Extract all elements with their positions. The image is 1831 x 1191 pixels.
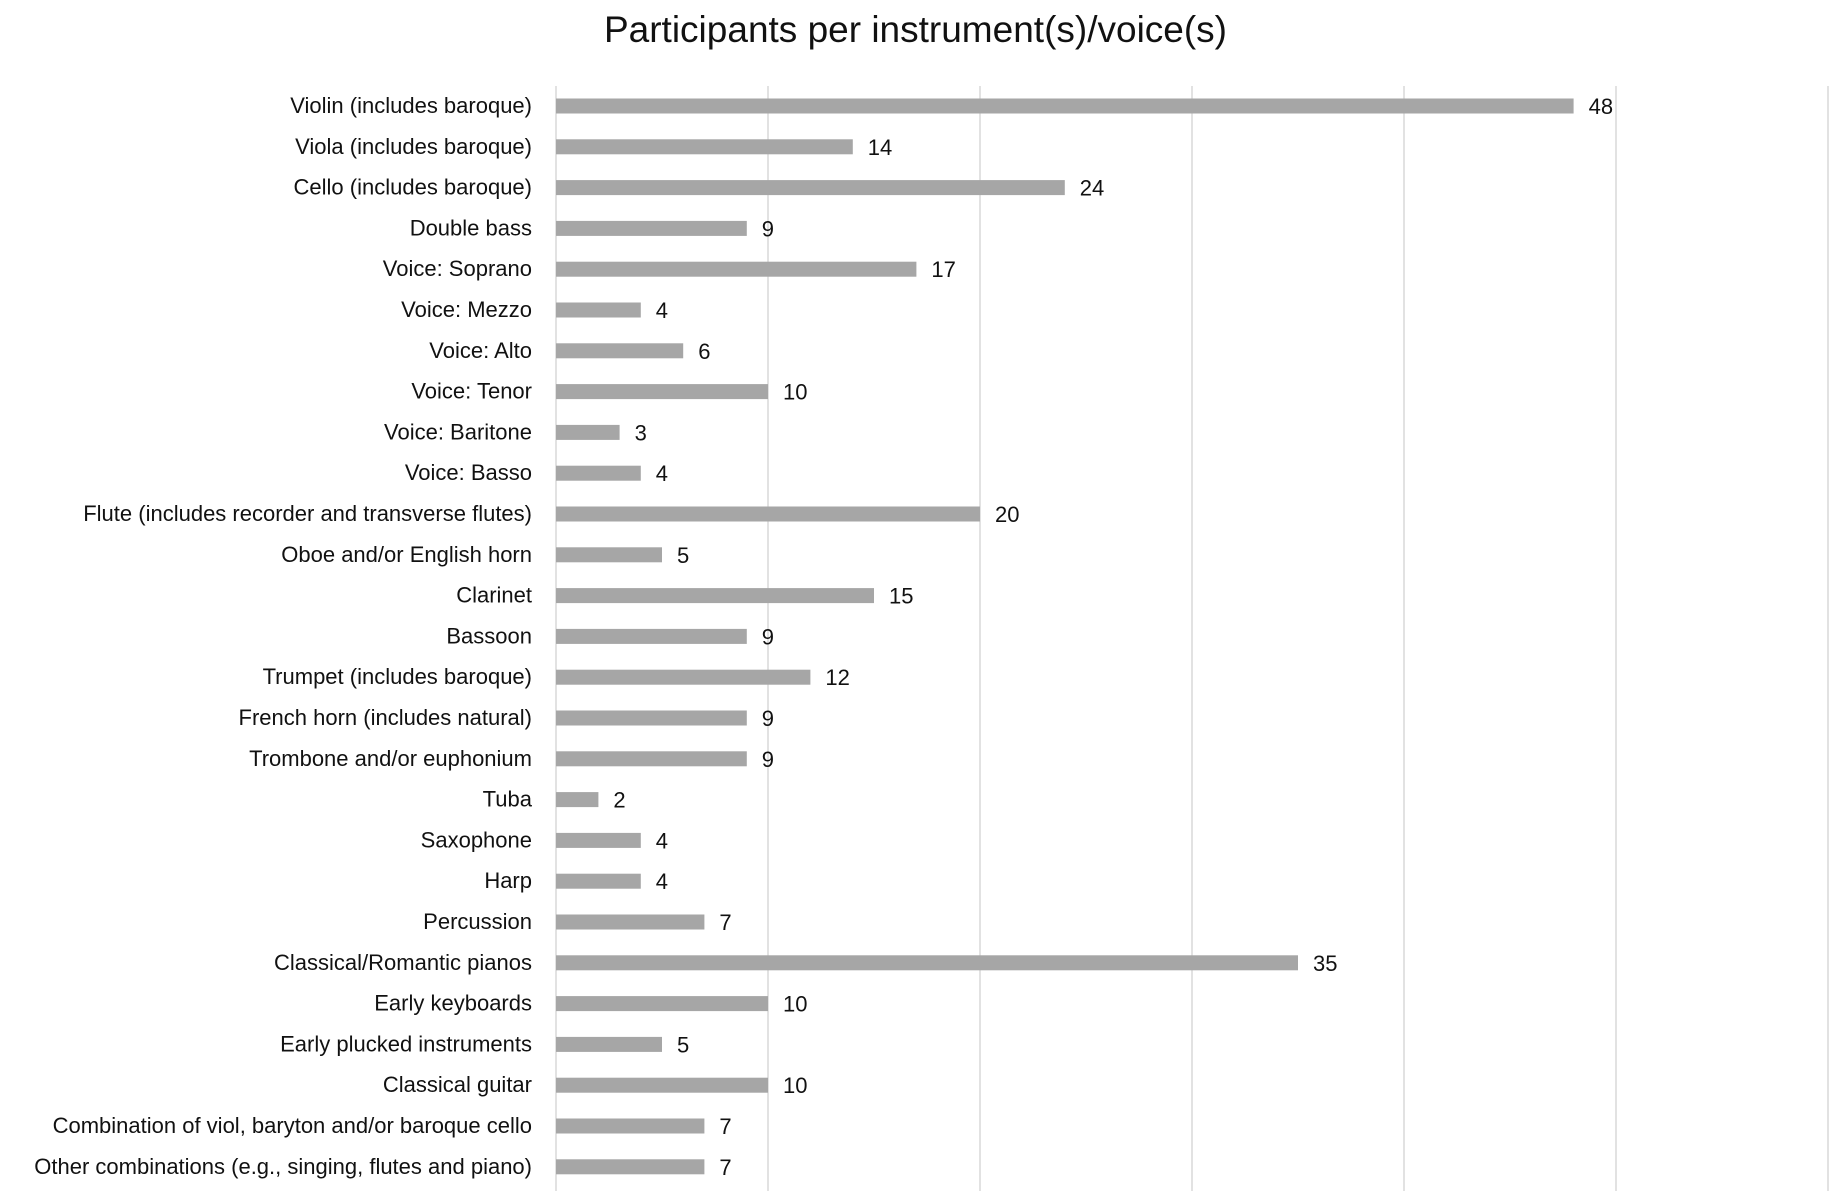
bar <box>556 670 810 685</box>
bar <box>556 751 747 766</box>
category-label: Combination of viol, baryton and/or baroque cello <box>52 1113 532 1138</box>
bar <box>556 629 747 644</box>
bar <box>556 425 620 440</box>
data-label: 9 <box>761 216 775 242</box>
category-label: Trombone and/or euphonium <box>249 745 532 771</box>
bar <box>556 139 853 154</box>
data-label: 12 <box>825 665 850 691</box>
data-label: 10 <box>783 379 808 405</box>
data-label: 7 <box>719 910 732 935</box>
category-label: Percussion <box>423 909 532 934</box>
data-label: 7 <box>719 1114 732 1139</box>
data-label: 4 <box>655 869 669 895</box>
chart-title: Participants per instrument(s)/voice(s) <box>603 9 1228 50</box>
bar <box>556 955 1298 970</box>
category-label: Cello (includes baroque) <box>293 174 532 200</box>
bar <box>556 384 768 399</box>
data-label: 9 <box>761 706 775 731</box>
bar <box>556 180 1065 195</box>
bar <box>556 507 980 522</box>
category-label: Oboe and/or English horn <box>281 541 532 567</box>
category-label: Voice: Mezzo <box>401 297 532 322</box>
category-label: Early plucked instruments <box>280 1031 532 1057</box>
category-label: Harp <box>484 868 532 894</box>
category-label: Bassoon <box>446 623 532 649</box>
category-label: Early keyboards <box>374 990 532 1016</box>
bar <box>556 221 747 236</box>
bar <box>556 1119 704 1134</box>
data-label: 17 <box>931 257 956 283</box>
bar <box>556 792 598 807</box>
category-label: Other combinations (e.g., singing, flutes and piano) <box>34 1153 532 1179</box>
bar <box>556 1037 662 1052</box>
bar <box>556 711 747 726</box>
data-label: 4 <box>655 828 669 854</box>
bar <box>556 303 641 318</box>
category-label: Classical guitar <box>382 1072 532 1098</box>
bar <box>556 874 641 889</box>
data-label: 10 <box>783 991 808 1017</box>
bar <box>556 996 768 1011</box>
category-label: Voice: Alto <box>429 337 532 363</box>
data-label: 7 <box>719 1154 732 1180</box>
category-label: Saxophone <box>420 827 532 853</box>
data-label: 48 <box>1588 94 1614 119</box>
data-label: 10 <box>783 1073 808 1099</box>
bar <box>556 1078 768 1093</box>
data-label: 9 <box>761 746 775 772</box>
data-label: 2 <box>613 787 626 813</box>
data-label: 6 <box>698 338 711 364</box>
data-label: 4 <box>655 298 669 323</box>
category-label: Classical/Romantic pianos <box>274 949 532 975</box>
bar <box>556 343 683 358</box>
category-label: Clarinet <box>456 582 532 608</box>
category-label: Violin (includes baroque) <box>290 93 532 118</box>
data-label: 20 <box>995 502 1020 527</box>
data-label: 5 <box>677 1032 690 1058</box>
category-label: Trumpet (includes baroque) <box>262 664 532 690</box>
bar <box>556 99 1574 114</box>
bar <box>556 1159 704 1174</box>
data-label: 9 <box>761 624 775 650</box>
bar <box>556 915 704 930</box>
category-label: Voice: Baritone <box>384 419 532 445</box>
data-label: 5 <box>677 542 690 568</box>
data-label: 4 <box>655 461 669 487</box>
data-label: 3 <box>634 420 647 446</box>
category-label: French horn (includes natural) <box>238 705 532 730</box>
data-label: 35 <box>1313 950 1338 976</box>
category-label: Flute (includes recorder and transverse flutes) <box>83 501 532 526</box>
category-label: Voice: Basso <box>404 460 532 486</box>
data-label: 14 <box>867 134 893 160</box>
category-label: Double bass <box>409 215 532 241</box>
bar <box>556 547 662 562</box>
category-label: Tuba <box>482 786 532 812</box>
category-label: Viola (includes baroque) <box>295 133 532 159</box>
data-label: 24 <box>1079 175 1105 201</box>
bar <box>556 466 641 481</box>
bar <box>556 262 916 277</box>
bar <box>556 833 641 848</box>
category-label: Voice: Soprano <box>382 256 532 282</box>
data-label: 15 <box>889 583 914 609</box>
category-label: Voice: Tenor <box>411 378 532 404</box>
bar <box>556 588 874 603</box>
